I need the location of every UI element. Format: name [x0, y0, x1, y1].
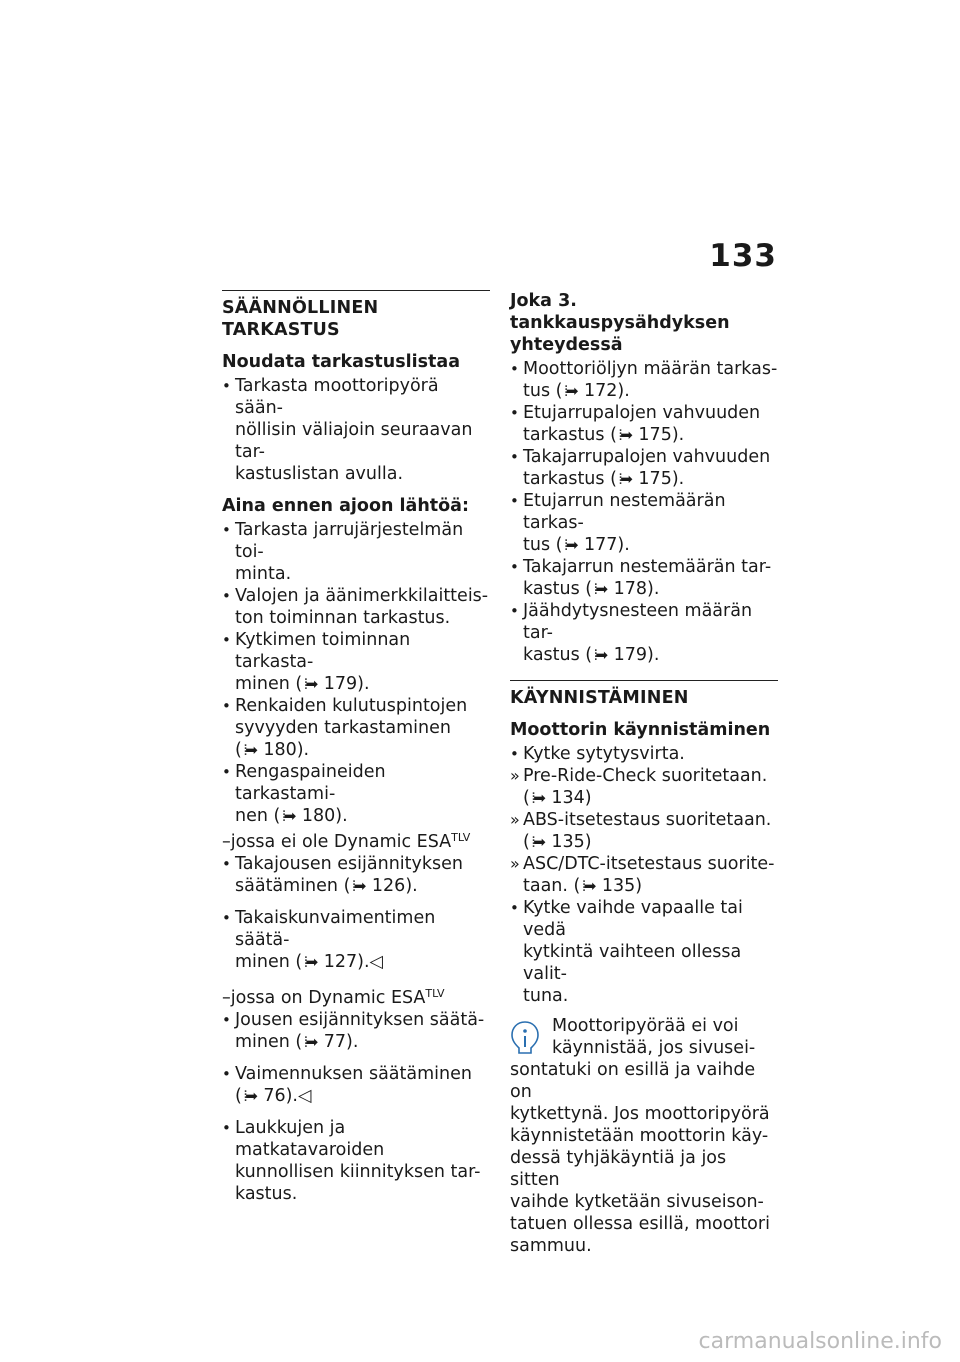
item-text-line: kytkintä vaihteen ollessa valit-	[523, 942, 742, 984]
list-marker: •	[222, 1119, 231, 1137]
watermark: carmanualsonline.info	[698, 1329, 942, 1354]
item-text-line: kastuslistan avulla.	[235, 464, 404, 484]
item-ref-line	[235, 673, 490, 695]
item-ref-line	[235, 951, 490, 973]
item-ref-line	[523, 578, 778, 600]
item-text-line: kunnollisen kiinnityksen tar-	[235, 1162, 481, 1182]
ref-prefix: (	[235, 1086, 242, 1106]
note-line: tatuen ollessa esillä, moottori	[510, 1214, 770, 1234]
ref-prefix: kastus (	[523, 645, 593, 665]
page-ref-arrow-icon: ⦙➡	[618, 426, 631, 444]
item-text-line: syvyyden tarkastaminen	[235, 718, 451, 738]
ref-prefix: tus (	[523, 535, 563, 555]
ref-suffix: )	[584, 788, 592, 808]
item-text-line: Takajarrun nestemäärän tar-	[523, 557, 772, 577]
page-ref-arrow-icon: ⦙➡	[282, 807, 295, 825]
list-item	[510, 446, 778, 490]
item-text-line: Takajarrupalojen vahvuuden	[523, 447, 771, 467]
ref-prefix: (	[235, 740, 242, 760]
ref-page: 126	[366, 876, 406, 896]
item-text-line: Kytkimen toiminnan tarkasta-	[235, 630, 411, 672]
page-ref-arrow-icon: ⦙➡	[564, 536, 577, 554]
list-item-takajousen	[222, 853, 490, 897]
ref-suffix: ).	[617, 535, 630, 555]
ref-page: 180	[257, 740, 297, 760]
item-ref-line	[523, 424, 778, 446]
ref-page: 135	[596, 876, 636, 896]
ref-page: 172	[578, 381, 618, 401]
refuel-heading: Joka 3. tankkauspysähdyksen yhteydessä	[510, 291, 730, 355]
ref-page: 77	[318, 1032, 347, 1052]
list-marker: •	[510, 404, 519, 422]
list-item	[222, 519, 490, 585]
item-ref-line	[523, 468, 778, 490]
list-marker: •	[222, 855, 231, 873]
list-item	[510, 743, 778, 765]
list-item	[510, 897, 778, 1007]
right-column	[510, 290, 778, 1257]
item-text-line: kastus.	[235, 1184, 298, 1204]
start-heading: Moottorin käynnistäminen	[510, 720, 771, 740]
list-marker: •	[222, 763, 231, 781]
ref-page: 175	[632, 469, 672, 489]
list-item	[510, 600, 778, 666]
item-ref-line	[235, 875, 490, 897]
ref-page: 180	[296, 806, 336, 826]
ref-page: 179	[318, 674, 358, 694]
ref-page: 179	[608, 645, 648, 665]
ref-suffix: ).◁	[285, 1086, 312, 1106]
left-column	[222, 290, 490, 1205]
list-marker: •	[510, 492, 519, 510]
item-ref-line	[523, 534, 778, 556]
list-marker: •	[510, 448, 519, 466]
item-ref-line	[523, 380, 778, 402]
item-text-line: nöllisin väliajoin seuraavan tar-	[235, 420, 473, 462]
note-line: vaihde kytketään sivuseison-	[510, 1192, 764, 1212]
list-item	[510, 853, 778, 897]
page-ref-arrow-icon: ⦙➡	[564, 382, 577, 400]
ref-suffix: ).	[617, 381, 630, 401]
page-ref-arrow-icon: ⦙➡	[531, 789, 544, 807]
list-item	[510, 402, 778, 446]
note-line: Moottoripyörää ei voi	[552, 1016, 739, 1036]
list-item	[510, 809, 778, 853]
refuel-list	[510, 358, 778, 666]
note-line: sontatuki on esillä ja vaihde on	[510, 1060, 756, 1102]
ref-page: 127	[318, 952, 358, 972]
ref-suffix: ).	[346, 1032, 359, 1052]
item-text-line: Tarkasta jarrujärjestelmän toi-	[235, 520, 464, 562]
ref-prefix: minen (	[235, 674, 303, 694]
list-marker: •	[222, 631, 231, 649]
item-text-line: Pre-Ride-Check suoritetaan.	[523, 766, 768, 786]
list-marker: •	[222, 377, 231, 395]
item-text-line: Laukkujen ja matkatavaroiden	[235, 1118, 385, 1160]
ref-suffix: ).	[671, 425, 685, 445]
list-item	[222, 375, 490, 485]
list-marker: »	[510, 766, 520, 785]
section-title-saannollinen: SÄÄNNÖLLINEN TARKASTUS	[222, 290, 490, 341]
item-ref-line	[523, 787, 778, 809]
page-ref-arrow-icon: ⦙➡	[304, 675, 317, 693]
ref-prefix: tarkastus (	[523, 425, 617, 445]
item-text-line: Jousen esijännityksen säätä-	[235, 1010, 485, 1030]
before-ride-list	[222, 519, 490, 827]
ref-prefix: säätäminen (	[235, 876, 351, 896]
list-item	[510, 490, 778, 556]
esa-with-note: –jossa on Dynamic $ESA^{TLV}$	[222, 987, 445, 1008]
item-text-line: Kytke sytytysvirta.	[523, 744, 685, 764]
list-marker: •	[222, 697, 231, 715]
item-text-line: Renkaiden kulutuspintojen	[235, 696, 468, 716]
list-item	[222, 761, 490, 827]
ref-suffix: ).	[405, 876, 418, 896]
info-icon	[510, 1019, 540, 1057]
page-ref-arrow-icon: ⦙➡	[243, 1087, 256, 1105]
page-ref-arrow-icon: ⦙➡	[594, 646, 607, 664]
list-marker: •	[222, 1065, 231, 1083]
list-marker: •	[510, 558, 519, 576]
list-marker: •	[510, 899, 519, 917]
list-item	[222, 695, 490, 761]
ref-prefix: taan. (	[523, 876, 581, 896]
info-note-text	[510, 1015, 778, 1257]
ref-suffix: )	[635, 876, 643, 896]
item-ref-line	[523, 831, 778, 853]
ref-page: 178	[608, 579, 648, 599]
item-text-line: Takajousen esijännityksen	[235, 854, 463, 874]
list-item	[510, 556, 778, 600]
item-text-line: Moottoriöljyn määrän tarkas-	[523, 359, 778, 379]
list-marker: •	[510, 602, 519, 620]
page-ref-arrow-icon: ⦙➡	[618, 470, 631, 488]
item-ref-line	[523, 644, 778, 666]
note-line: käynnistetään moottorin käy-	[510, 1126, 769, 1146]
page-ref-arrow-icon: ⦙➡	[582, 877, 595, 895]
ref-suffix: ).	[671, 469, 685, 489]
item-text-line: Etujarrun nestemäärän tarkas-	[523, 491, 726, 533]
item-ref-line	[235, 1031, 490, 1053]
list-item-vaimennus	[222, 1063, 490, 1107]
section-title-kaynnistaminen: KÄYNNISTÄMINEN	[510, 680, 778, 709]
ref-suffix: ).	[296, 740, 310, 760]
info-note	[510, 1015, 778, 1257]
ref-prefix: minen (	[235, 1032, 303, 1052]
page-number: 133	[709, 238, 777, 274]
page-ref-arrow-icon: ⦙➡	[304, 953, 317, 971]
item-text-line: minta.	[235, 564, 292, 584]
item-ref-line	[235, 739, 490, 761]
list-marker: •	[510, 360, 519, 378]
ref-prefix: kastus (	[523, 579, 593, 599]
ref-suffix: ).	[647, 579, 660, 599]
item-text-line: ASC/DTC-itsetestaus suorite-	[523, 854, 775, 874]
ref-suffix: ).	[335, 806, 348, 826]
ref-suffix: )	[584, 832, 592, 852]
item-ref-line	[235, 805, 490, 827]
list-marker: »	[510, 854, 520, 873]
list-marker: •	[222, 521, 231, 539]
list-item	[222, 585, 490, 629]
before-ride-heading: Aina ennen ajoon lähtöä:	[222, 496, 469, 516]
item-ref-line	[235, 1085, 490, 1107]
item-text-line: Rengaspaineiden tarkastami-	[235, 762, 386, 804]
item-text-line: Takaiskunvaimentimen säätä-	[235, 908, 436, 950]
list-item	[510, 358, 778, 402]
list-item-jousen	[222, 1009, 490, 1053]
ref-prefix: (	[523, 788, 530, 808]
ref-page: 177	[578, 535, 618, 555]
note-line: dessä tyhjäkäyntiä ja jos sitten	[510, 1148, 727, 1190]
ref-page: 175	[632, 425, 672, 445]
list-item-takaisku	[222, 907, 490, 973]
start-list	[510, 743, 778, 1007]
note-line: käynnistää, jos sivusei-	[552, 1038, 756, 1058]
ref-suffix: ).	[357, 674, 370, 694]
list-marker: •	[510, 745, 519, 763]
list-marker: »	[510, 810, 520, 829]
note-line: kytkettynä. Jos moottoripyörä	[510, 1104, 770, 1124]
item-text-line: Tarkasta moottoripyörä sään-	[235, 376, 439, 418]
ref-page: 135	[545, 832, 585, 852]
item-text-line: Valojen ja äänimerkkilaitteis-	[235, 586, 489, 606]
page-ref-arrow-icon: ⦙➡	[304, 1033, 317, 1051]
item-text-line: tuna.	[523, 986, 569, 1006]
item-text-line: Etujarrupalojen vahvuuden	[523, 403, 761, 423]
item-text-line: ABS-itsetestaus suoritetaan.	[523, 810, 772, 830]
list-item	[510, 765, 778, 809]
item-text-line: Vaimennuksen säätäminen	[235, 1064, 472, 1084]
checklist-heading: Noudata tarkastuslistaa	[222, 352, 461, 372]
page-ref-arrow-icon: ⦙➡	[243, 741, 256, 759]
list-marker: •	[222, 1011, 231, 1029]
item-text-line: Jäähdytysnesteen määrän tar-	[523, 601, 753, 643]
ref-prefix: (	[523, 832, 530, 852]
page-ref-arrow-icon: ⦙➡	[594, 580, 607, 598]
list-item-laukut	[222, 1117, 490, 1205]
list-item	[222, 629, 490, 695]
ref-page: 134	[545, 788, 585, 808]
page-ref-arrow-icon: ⦙➡	[531, 833, 544, 851]
ref-suffix: ).	[647, 645, 660, 665]
item-text-line: Kytke vaihde vapaalle tai vedä	[523, 898, 743, 940]
note-line: sammuu.	[510, 1236, 592, 1256]
ref-page: 76	[257, 1086, 286, 1106]
ref-prefix: tarkastus (	[523, 469, 617, 489]
ref-prefix: minen (	[235, 952, 303, 972]
item-ref-line	[523, 875, 778, 897]
list-marker: •	[222, 587, 231, 605]
esa-without-note: –jossa ei ole Dynamic $ESA^{TLV}$	[222, 831, 471, 852]
ref-prefix: nen (	[235, 806, 281, 826]
list-marker: •	[222, 909, 231, 927]
ref-prefix: tus (	[523, 381, 563, 401]
checklist-list	[222, 375, 490, 485]
item-text-line: ton toiminnan tarkastus.	[235, 608, 451, 628]
page-ref-arrow-icon: ⦙➡	[352, 877, 365, 895]
ref-suffix: ).◁	[357, 952, 384, 972]
